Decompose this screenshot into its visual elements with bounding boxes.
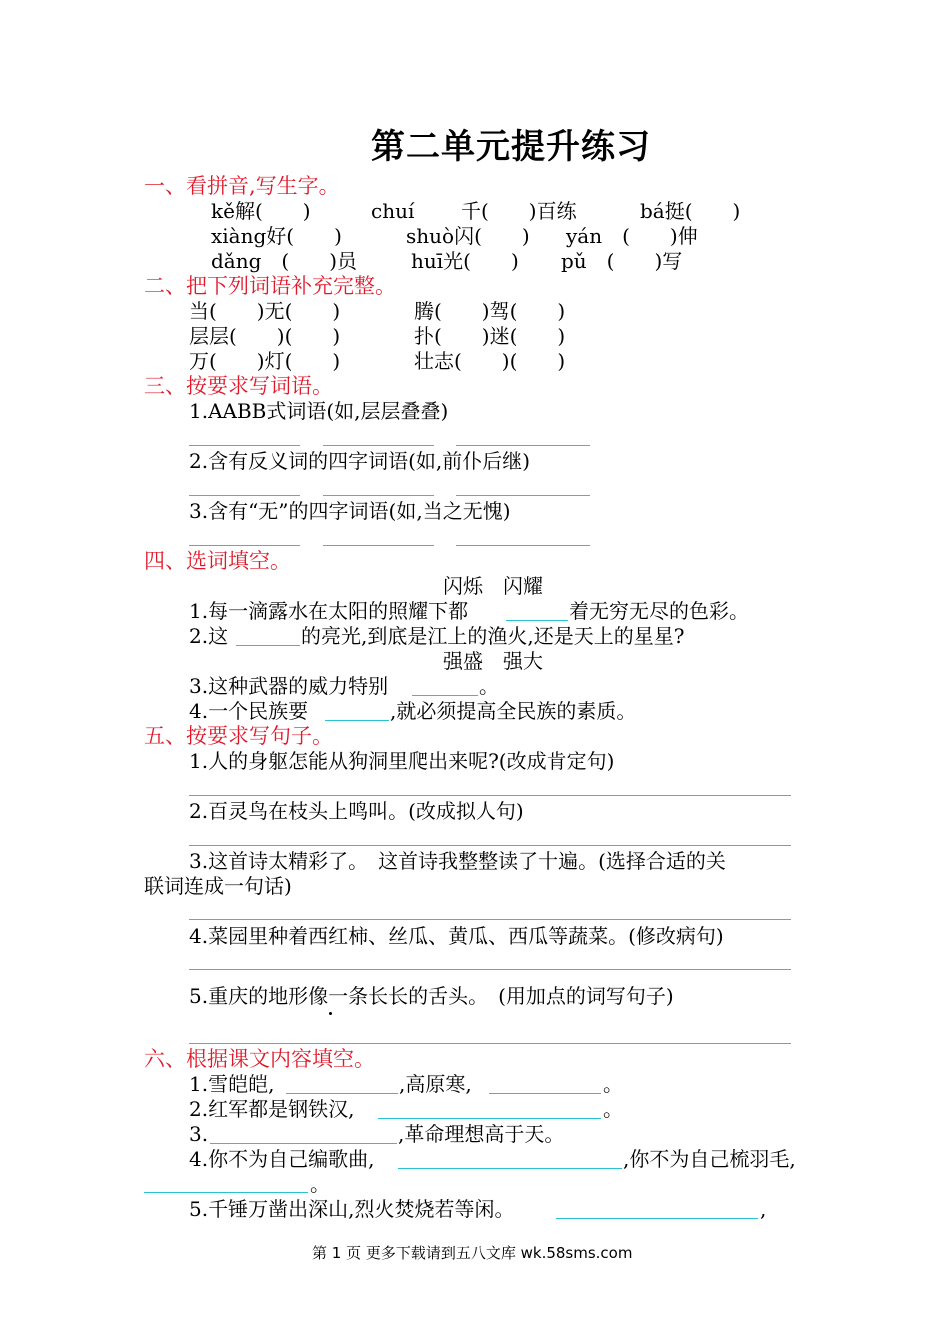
question-text: 。	[310, 1172, 330, 1196]
pinyin-item: pǔ ( )写	[561, 249, 683, 273]
answer-blank[interactable]	[325, 720, 389, 721]
answer-blank[interactable]	[286, 1093, 398, 1094]
question-text: 4.你不为自己编歌曲,	[189, 1147, 375, 1171]
question-text: 2.红军都是钢铁汉,	[189, 1097, 355, 1121]
answer-line[interactable]	[189, 969, 791, 970]
answer-blank[interactable]	[144, 1192, 308, 1193]
question-text: 。	[603, 1072, 623, 1096]
question-text: 着无穷无尽的色彩。	[569, 599, 749, 623]
question-text: ,就必须提高全民族的素质。	[390, 699, 637, 723]
idiom-item: 万( )灯( )	[189, 349, 341, 373]
question-text: 3.这种武器的威力特别	[189, 674, 389, 698]
question-text: 。	[479, 674, 499, 698]
answer-line[interactable]	[189, 845, 791, 846]
question-text: 1.每一滴露水在太阳的照耀下都	[189, 599, 469, 623]
question-text: ,高原寒,	[399, 1072, 472, 1096]
answer-blank[interactable]	[398, 1168, 622, 1169]
question-text: 联词连成一句话)	[144, 874, 292, 898]
pinyin-item: dǎng ( )员	[211, 249, 358, 273]
answer-blank[interactable]	[456, 445, 590, 446]
question-text: 2.这	[189, 624, 229, 648]
answer-line[interactable]	[189, 919, 791, 920]
question-text: 3.这首诗太精彩了。 这首诗我整整读了十遍。(选择合适的关	[189, 849, 726, 873]
answer-blank[interactable]	[378, 1118, 601, 1119]
idiom-item: 扑( )迷( )	[414, 324, 566, 348]
question-text: 2.百灵鸟在枝头上鸣叫。(改成拟人句)	[189, 799, 524, 823]
question-text: 的亮光,到底是江上的渔火,还是天上的星星?	[301, 624, 685, 648]
section-2-heading: 二、把下列词语补充完整。	[144, 274, 396, 298]
idiom-item: 层层( )( )	[189, 324, 341, 348]
idiom-item: 腾( )驾( )	[414, 299, 566, 323]
question-text: ,革命理想高于天。	[398, 1122, 565, 1146]
answer-blank[interactable]	[456, 545, 590, 546]
answer-blank[interactable]	[489, 1093, 601, 1094]
answer-blank[interactable]	[189, 545, 300, 546]
section-4-heading: 四、选词填空。	[144, 549, 291, 573]
idiom-item: 壮志( )( )	[414, 349, 566, 373]
pinyin-item: yán ( )伸	[566, 224, 698, 248]
question-text: 1.雪皑皑,	[189, 1072, 275, 1096]
answer-blank[interactable]	[556, 1218, 758, 1219]
pinyin-item: shuò闪( )	[406, 224, 530, 248]
question-text: 2.含有反义词的四字词语(如,前仆后继)	[189, 449, 531, 473]
answer-line[interactable]	[189, 795, 791, 796]
pinyin-item: chuí	[371, 199, 415, 223]
pinyin-item: huī光( )	[411, 249, 519, 273]
question-text: 3.	[189, 1122, 209, 1146]
answer-blank[interactable]	[323, 495, 434, 496]
section-5-heading: 五、按要求写句子。	[144, 724, 333, 748]
question-text: 5.千锤万凿出深山,烈火焚烧若等闲。	[189, 1197, 515, 1221]
question-text: ,你不为自己梳羽毛,	[623, 1147, 796, 1171]
question-text: 4.菜园里种着西红柿、丝瓜、黄瓜、西瓜等蔬菜。(修改病句)	[189, 924, 724, 948]
answer-blank[interactable]	[412, 695, 478, 696]
pinyin-item: xiàng好( )	[211, 224, 342, 248]
idiom-item: 当( )无( )	[189, 299, 341, 323]
answer-blank[interactable]	[189, 445, 300, 446]
question-text: ,	[760, 1197, 767, 1221]
section-6-heading: 六、根据课文内容填空。	[144, 1047, 375, 1071]
emphasis-dot	[329, 1012, 332, 1015]
question-text: 1.人的身躯怎能从狗洞里爬出来呢?(改成肯定句)	[189, 749, 615, 773]
section-1-heading: 一、看拼音,写生字。	[144, 174, 340, 198]
section-3-heading: 三、按要求写词语。	[144, 374, 333, 398]
answer-blank[interactable]	[506, 620, 568, 621]
question-text: 4.一个民族要	[189, 699, 309, 723]
pinyin-item: 千( )百练	[461, 199, 577, 223]
word-choices: 闪烁 闪耀	[443, 574, 543, 598]
answer-blank[interactable]	[323, 545, 434, 546]
question-text: 1.AABB式词语(如,层层叠叠)	[189, 399, 449, 423]
answer-blank[interactable]	[189, 495, 300, 496]
question-text: 5.重庆的地形像一条长长的舌头。 (用加点的词写句子)	[189, 984, 674, 1008]
answer-blank[interactable]	[210, 1143, 397, 1144]
page-footer: 第 1 页 更多下载请到五八文库 wk.58sms.com	[312, 1244, 633, 1262]
pinyin-item: bá挺( )	[640, 199, 741, 223]
page-title: 第二单元提升练习	[371, 127, 651, 167]
question-text: 。	[603, 1097, 623, 1121]
question-text: 3.含有“无”的四字词语(如,当之无愧)	[189, 499, 511, 523]
word-choices: 强盛 强大	[443, 649, 543, 673]
answer-blank[interactable]	[323, 445, 434, 446]
pinyin-item: kě解( )	[211, 199, 311, 223]
answer-blank[interactable]	[456, 495, 590, 496]
answer-line[interactable]	[189, 1043, 791, 1044]
answer-blank[interactable]	[236, 645, 300, 646]
